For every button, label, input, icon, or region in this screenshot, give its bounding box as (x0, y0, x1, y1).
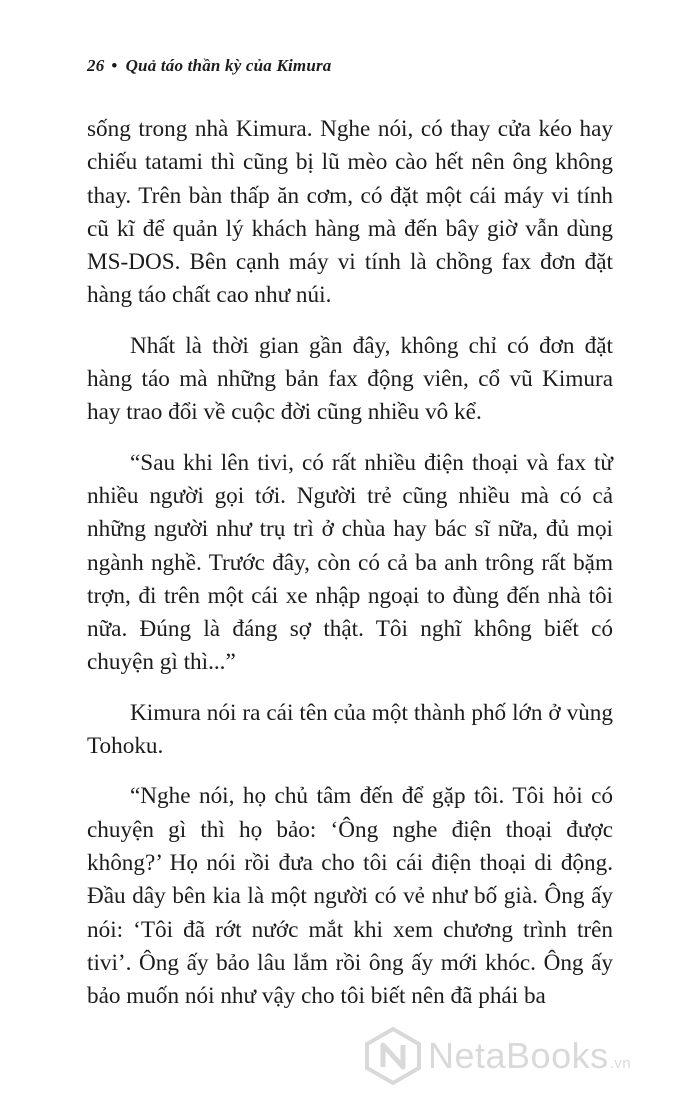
watermark-text (428, 1035, 631, 1077)
page-number: 26 (87, 56, 105, 75)
watermark-brand: NetaBooks (428, 1035, 609, 1076)
paragraph-4: Kimura nói ra cái tên của một thành phố lớn ở vùng Tohoku. (87, 699, 613, 760)
book-title: Quả táo thần kỳ của Kimura (125, 56, 332, 75)
paragraph-5: “Nghe nói, họ chủ tâm đến để gặp tôi. Tôi hỏi có chuyện gì thì họ bảo: ‘Ông nghe điện thoại được không?’ Họ nói rồi đưa cho tôi cái điện thoại di động. Đầu dây bên kia là một người có vẻ như bố già. Ông ấy nói: ‘Tôi đã rớt nước mắt khi xem chương trình trên tivi’. Ông ấy bảo lâu lắm rồi ông ấy mới khóc. Ông ấy bảo muốn nói như vậy cho tôi biết nên đã phái ba (87, 783, 613, 1010)
running-header (87, 56, 332, 76)
paragraph-1: sống trong nhà Kimura. Nghe nói, có thay cửa kéo hay chiếu tatami thì cũng bị lũ mèo cào hết nên ông không thay. Trên bàn thấp ăn cơm, có đặt một cái máy vi tính cũ kĩ để quản lý khách hàng mà đến bây giờ vẫn dùng MS-DOS. Bên cạnh máy vi tính là chồng fax đơn đặt hàng táo chất cao như núi. (87, 116, 613, 309)
watermark-tld: .vn (609, 1055, 632, 1072)
paragraph-3: “Sau khi lên tivi, có rất nhiều điện thoại và fax từ nhiều người gọi tới. Người trẻ cũng nhiều mà có cả những người như trụ trì ở chùa hay bác sĩ nữa, đủ mọi ngành nghề. Trước đây, còn có cả ba anh trông rất bặm trợn, đi trên một cái xe nhập ngoại to đùng đến nhà tôi nữa. Đúng là đáng sợ thật. Tôi nghĩ không biết có chuyện gì thì...” (87, 449, 613, 676)
watermark (364, 1027, 700, 1087)
netabooks-logo-icon (364, 1027, 422, 1085)
body-text (87, 113, 613, 1030)
header-separator: • (111, 56, 118, 75)
paragraph-2: Nhất là thời gian gần đây, không chỉ có đơn đặt hàng táo mà những bản fax động viên, cổ vũ Kimura hay trao đổi về cuộc đời cũng nhiều vô kể. (87, 332, 613, 426)
